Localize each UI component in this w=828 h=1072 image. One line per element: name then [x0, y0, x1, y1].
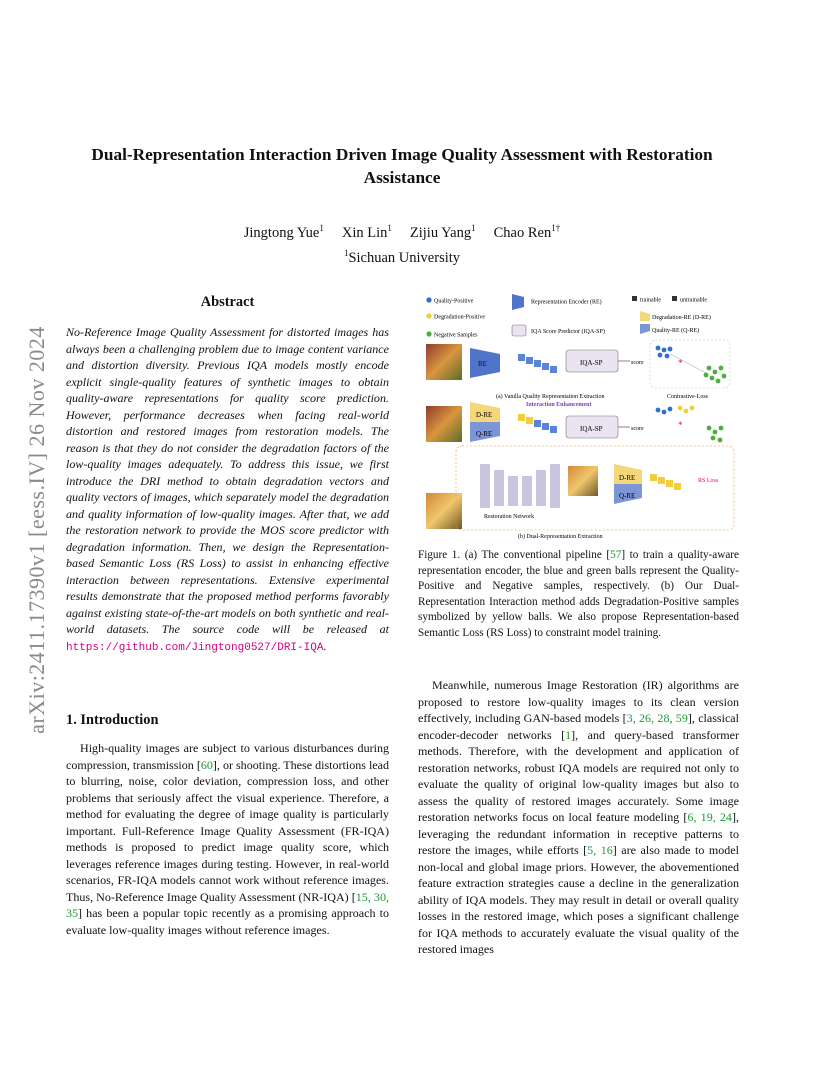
anchor-star-b: * [678, 420, 683, 430]
text-run: ], leveraging the redundant information in receptive patterns to restore the images, while efforts [ [418, 810, 739, 857]
input-image-a [426, 344, 462, 380]
citation-link[interactable]: 15, 30, 35 [66, 889, 389, 920]
contrastive-loss-label: Contrastive-Loss [667, 394, 708, 400]
interaction-label: Interaction Enhancement [526, 402, 592, 408]
paper-title: Dual-Representation Interaction Driven Image Quality Assessment with Restoration Assistance [91, 145, 713, 187]
text-run: ], and query-based transformer methods. Therefore, with the development and application of restoration networks, robust IQA models are required not only to evaluate the quality of original low-quality images but also to assess the quality of restored images accurately. Some image restoration networks focus on local feature modeling [ [418, 727, 739, 824]
feature-vector-a [518, 354, 557, 373]
citation-link[interactable]: 3, 26, 28, 59 [626, 711, 688, 725]
author-affiliation-mark: 1 [319, 223, 324, 233]
citation-link[interactable]: 1 [565, 727, 572, 742]
citation-link[interactable]: 6, 19, 24 [687, 810, 732, 824]
restoration-label: Restoration Network [484, 514, 535, 520]
legend-negative-samples: Negative Samples [434, 332, 478, 339]
citation-link[interactable]: 57 [610, 549, 622, 561]
subcaption-b: (b) Dual-Representation Extraction [518, 534, 603, 540]
score-label-a: score [631, 360, 644, 366]
introduction-paragraph [66, 740, 389, 938]
abstract-end: . [323, 638, 327, 653]
legend-untrainable: untrainable [680, 297, 707, 304]
text-run: Figure 1. (a) The conventional pipeline [ [418, 549, 611, 561]
iqa-sp-label-b: IQA-SP [580, 425, 603, 433]
abstract-text [66, 324, 389, 656]
degradation-positive-legend-icon [426, 313, 431, 318]
text-run: Meanwhile, numerous Image Restoration (IR) algorithms are proposed to restore low-quality images to its clean version effectively, including GAN-based models [ [418, 678, 739, 725]
text-run: ] are also made to model non-local and global image priors. However, the abovementioned feature extraction strategies cause a decline in the generalization ability of IQA models. They may result in detail or overall quality losses in the restored image, which poses a significant challenge for IQA methods to accurately evaluate the visual quality of the restored images [418, 843, 739, 956]
text-run: ], or shooting. These distortions lead to blurring, noise, color deviation, compression loss, and other problems that seriously affect the visual experience. Therefore, a method for evaluating the degree of image quality is particularly important. Full-Reference Image Quality Assessment (FR-IQA) methods is proposed to predict image quality score, which leverages reference images during testing. However, in real-world scenarios, FR-IQA models cannot work without reference images. Thus, No-Reference Image Quality Assessment (NR-IQA) [ [66, 757, 390, 904]
feature-vector-b [518, 414, 557, 433]
legend-encoder: Representation Encoder (RE) [531, 299, 602, 306]
anchor-star-a: * [678, 358, 683, 368]
legend-d-re: Degradation-RE (D-RE) [652, 315, 711, 321]
restored-output-image [568, 466, 598, 496]
text-run: ] has been a popular topic recently as a promising approach to evaluate low-quality images without reference images. [66, 906, 389, 937]
negative-samples-legend-icon [426, 331, 431, 336]
author-name: Xin Lin [341, 224, 388, 241]
quality-positive-legend-icon [426, 297, 431, 302]
predictor-legend-icon [512, 325, 526, 336]
affiliation-mark: 1 [343, 247, 349, 258]
affiliation [66, 243, 738, 268]
figure-caption [418, 548, 739, 642]
citation-link[interactable]: 5, 16 [587, 843, 613, 857]
lock-closed-icon [672, 296, 677, 301]
arxiv-identifier: arXiv:2411.17390v1 [eess.IV] 26 Nov 2024 [24, 326, 49, 734]
d-re-legend-icon [640, 311, 650, 321]
rs-loss-label: RS Loss [698, 478, 719, 484]
restoration-network [480, 464, 560, 508]
lock-open-icon [632, 296, 637, 301]
section-heading-introduction: 1. Introduction [66, 712, 159, 728]
citation-link[interactable]: 60 [200, 757, 213, 772]
affiliation-name: Sichuan University [348, 249, 461, 266]
legend-q-re: Quality-RE (Q-RE) [652, 328, 700, 334]
restored-image-b [426, 493, 462, 529]
author-affiliation-mark: 1 [387, 223, 392, 233]
d-re-label-2: D-RE [619, 474, 636, 482]
text-run: High-quality images are subject to various disturbances during compression, transmission [ [66, 741, 389, 772]
abstract-heading: Abstract [200, 294, 255, 310]
text-run: ], classical encoder-decoder networks [ [418, 711, 739, 742]
q-re-label: Q-RE [476, 430, 493, 438]
re-label: RE [478, 360, 487, 368]
author-affiliation-mark: 1† [551, 223, 561, 233]
input-image-b [426, 406, 462, 442]
author-name: Jingtong Yue [243, 224, 320, 241]
subcaption-a: (a) Vanilla Quality Representation Extraction [496, 394, 605, 400]
score-label-b: score [631, 426, 644, 432]
abstract-body: No-Reference Image Quality Assessment for distorted images has always been a challenging problem due to image content variance and distortion diversity. Previous IQA models mostly encode explicit single-quality features of synthetic images to obtain quality-aware representations for quality score prediction. However, performance decreases when facing real-world distortion and restored images from restoration models. The reason is that they do not consider the degradation factors of the low-quality images adequately. To address this issue, we first introduce the DRI method to obtain degradation vectors and quality vectors of images, which separately model the degradation and quality information of low-quality images. After that, we add the restoration network to provide the MOS score predictor with degradation information. Then, we design the Representation-based Semantic Loss (RS Loss) to assist in enhancing effective interaction between representations. Extensive experimental results demonstrate that the proposed method performs favorably against existing state-of-the-art models on both synthetic and real-world datasets. The source code will be released at [66, 325, 389, 636]
author-name: Zijiu Yang [409, 224, 472, 241]
legend-predictor: IQA Score Predictor (IQA-SP) [531, 329, 605, 335]
legend-degradation-positive: Degradation-Positive [434, 314, 485, 321]
code-link[interactable]: https://github.com/Jingtong0527/DRI-IQA [66, 641, 324, 654]
author-name: Chao Ren [493, 224, 552, 241]
author-block [66, 218, 738, 268]
legend-trainable: trainable [640, 297, 661, 304]
sample-cluster-b [656, 406, 724, 443]
contrast-line [670, 354, 706, 373]
feature-vector-c [650, 474, 681, 490]
text-run: ] to train a quality-aware representation encoder, the blue and green balls represent the Quality-Positive and Negative samples, respectively. (b) Our Dual-Representation Interaction method adds Degradation-Positive samples symbolized by yellow balls. We also propose Representation-based Semantic Loss (RS Loss) to constraint model training. [418, 549, 739, 639]
author-list [66, 218, 738, 243]
blue-sample-cluster [656, 346, 673, 359]
encoder-legend-icon [512, 294, 524, 310]
legend-quality-positive: Quality-Positive [434, 298, 474, 305]
author-affiliation-mark: 1 [471, 223, 476, 233]
iqa-sp-label-a: IQA-SP [580, 359, 603, 367]
figure-1 [418, 288, 740, 542]
d-re-label: D-RE [476, 411, 493, 419]
body-paragraph-right [418, 677, 739, 958]
q-re-legend-icon [640, 324, 650, 334]
green-sample-cluster [704, 366, 727, 384]
q-re-label-2: Q-RE [619, 492, 636, 500]
